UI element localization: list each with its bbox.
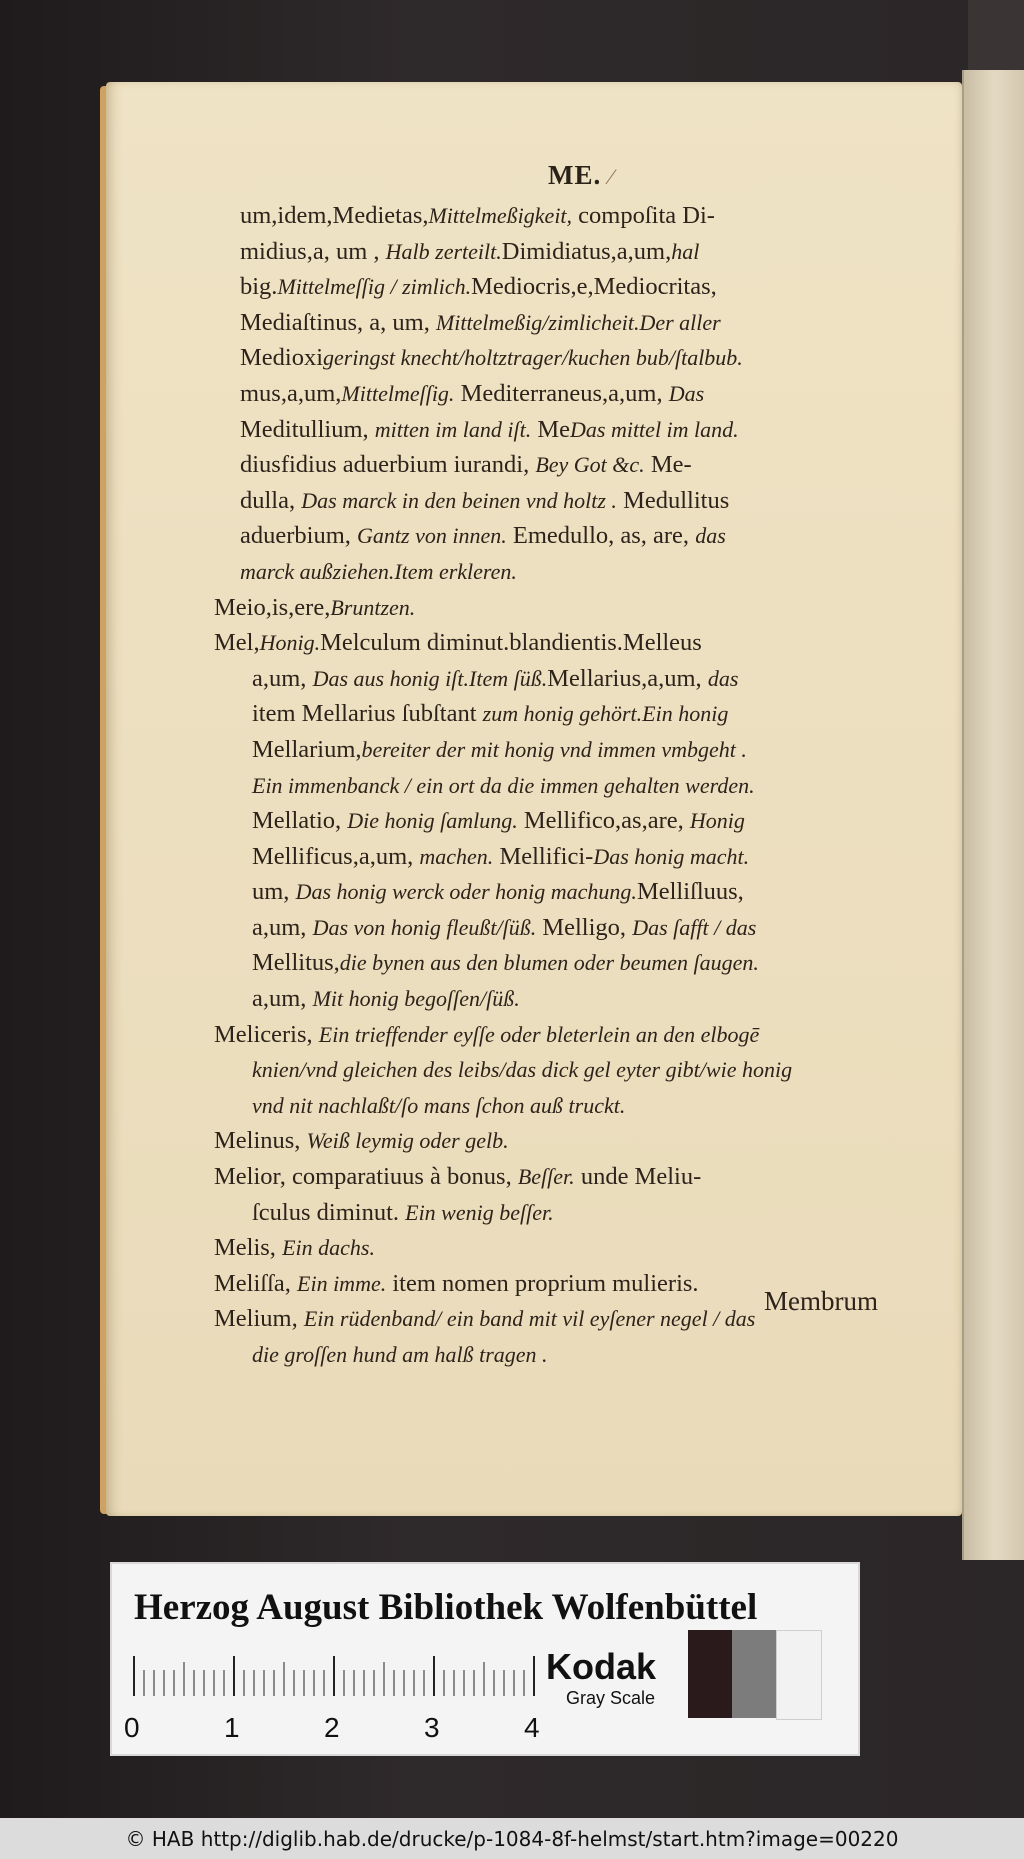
latin-headword: Mellarium, bbox=[252, 735, 362, 763]
german-gloss: Das aus honig iſt.Item ſüß. bbox=[312, 665, 548, 691]
german-gloss: Ein honig bbox=[642, 701, 729, 727]
text-line bbox=[252, 874, 900, 910]
latin-headword: Mellifico,as,are, bbox=[517, 807, 690, 835]
gray-swatch bbox=[732, 1630, 776, 1718]
text-line bbox=[214, 625, 900, 661]
german-gloss: Mit honig begoſſen/ſüß. bbox=[312, 986, 520, 1012]
latin-headword: Melium, bbox=[214, 1305, 304, 1333]
german-gloss: marck außziehen.Item erkleren. bbox=[240, 558, 517, 584]
german-gloss: Mittelmeßig/zimlicheit. bbox=[435, 309, 640, 335]
german-gloss: Beſſer. bbox=[517, 1164, 575, 1190]
german-gloss: Ein dachs. bbox=[282, 1235, 375, 1261]
latin-headword: Melligo, bbox=[536, 913, 633, 941]
latin-headword: ſculus diminut. bbox=[252, 1198, 406, 1226]
text-line bbox=[240, 518, 920, 554]
german-gloss: die bynen aus den blumen oder beumen ſaugen. bbox=[339, 950, 759, 976]
german-gloss: Ein rüdenband/ ein band mit vil eyſener negel / das bbox=[303, 1306, 756, 1332]
text-line bbox=[252, 1052, 900, 1088]
german-gloss: Honig. bbox=[259, 630, 321, 656]
text-line bbox=[240, 340, 920, 376]
latin-headword: Mellificus,a,um, bbox=[252, 842, 420, 870]
latin-headword: big. bbox=[240, 273, 278, 301]
german-gloss: knien/vnd gleichen des leibs/das dick gel eyter gibt/wie honig bbox=[252, 1057, 793, 1083]
text-line bbox=[240, 198, 920, 234]
text-line bbox=[252, 945, 900, 981]
text-line bbox=[214, 1017, 900, 1053]
latin-headword: Me- bbox=[644, 451, 692, 479]
latin-headword: Mellatio, bbox=[252, 807, 348, 835]
german-gloss: geringst knecht/holtztrager/kuchen bub/ſtalbub. bbox=[323, 345, 743, 371]
german-gloss: Das marck in den beinen vnd holtz . bbox=[301, 487, 617, 513]
german-gloss: Mittelmeſſig. bbox=[341, 380, 455, 406]
dictionary-text bbox=[214, 198, 920, 1373]
latin-headword: um, bbox=[252, 878, 296, 906]
latin-headword: dulla, bbox=[240, 486, 302, 514]
german-gloss: bereiter der mit honig vnd immen vmbgeht . bbox=[361, 736, 747, 762]
latin-headword: Melinus, bbox=[214, 1127, 307, 1155]
text-line bbox=[240, 483, 920, 519]
german-gloss: Das honig werck oder honig machung. bbox=[295, 879, 637, 905]
latin-headword: Mellitus, bbox=[252, 949, 340, 977]
gray-swatch bbox=[688, 1630, 732, 1718]
text-line bbox=[252, 661, 900, 697]
latin-headword: Meliſſa, bbox=[214, 1269, 298, 1297]
latin-headword: Melliſluus, bbox=[636, 878, 744, 906]
text-line bbox=[240, 412, 920, 448]
running-head-text: ME. bbox=[548, 160, 602, 190]
latin-headword: Meditullium, bbox=[240, 415, 375, 443]
german-gloss: vnd nit nachlaßt/ſo mans ſchon auß truckt. bbox=[252, 1092, 626, 1118]
latin-headword: Mellifici- bbox=[493, 842, 594, 870]
text-line bbox=[240, 447, 920, 483]
german-gloss: Der aller bbox=[639, 309, 721, 335]
german-gloss: das bbox=[707, 665, 739, 691]
german-gloss: Mittelmeßigkeit, bbox=[428, 203, 573, 228]
german-gloss: Ein wenig beſſer. bbox=[405, 1199, 554, 1225]
latin-headword: item nomen proprium mulieris. bbox=[386, 1269, 699, 1297]
color-target-card bbox=[110, 1562, 860, 1756]
latin-headword: aduerbium, bbox=[240, 522, 358, 550]
text-line bbox=[214, 1123, 900, 1159]
german-gloss: Honig bbox=[689, 808, 745, 834]
ruler bbox=[132, 1656, 552, 1696]
text-line bbox=[252, 768, 900, 804]
latin-headword: Mellarius,a,um, bbox=[547, 664, 708, 692]
running-head-mark: ⁄ bbox=[609, 164, 614, 189]
text-line bbox=[240, 269, 920, 305]
latin-headword: Mediocritas, bbox=[593, 273, 717, 301]
text-line bbox=[252, 732, 900, 768]
german-gloss: Halb zerteilt. bbox=[385, 238, 502, 264]
ruler-labels bbox=[126, 1712, 556, 1742]
gray-scale-label: Gray Scale bbox=[566, 1688, 656, 1708]
latin-headword: a,um, bbox=[252, 913, 313, 941]
running-head bbox=[548, 160, 614, 191]
latin-headword: Medullitus bbox=[616, 486, 730, 514]
latin-headword: midius,a, um , bbox=[240, 237, 386, 265]
ruler-label: 4 bbox=[524, 1712, 540, 1743]
text-line bbox=[252, 1088, 900, 1124]
german-gloss: zum honig gehört. bbox=[482, 701, 643, 727]
german-gloss: hal bbox=[671, 238, 700, 264]
german-gloss: Ein immenbanck / ein ort da die immen gehalten werden. bbox=[252, 772, 755, 798]
german-gloss: Das bbox=[668, 380, 705, 406]
text-line bbox=[252, 803, 900, 839]
ruler-label: 1 bbox=[224, 1712, 240, 1743]
latin-headword: Meliceris, bbox=[214, 1020, 319, 1048]
latin-headword: Dimidiatus,a,um, bbox=[501, 237, 672, 265]
latin-headword: Emedullo, as, are, bbox=[506, 522, 696, 550]
german-gloss: Weiß leymig oder gelb. bbox=[306, 1128, 509, 1154]
gray-swatch bbox=[776, 1630, 822, 1720]
footer-credit: © HAB http://diglib.hab.de/drucke/p-1084-8f-helmst/start.htm?image=00220 bbox=[0, 1818, 1024, 1859]
german-gloss: Das von honig fleußt/ſüß. bbox=[312, 914, 537, 940]
text-line bbox=[214, 590, 900, 626]
text-line bbox=[240, 376, 920, 412]
ruler-label: 2 bbox=[324, 1712, 340, 1743]
german-gloss: Das honig macht. bbox=[593, 843, 750, 869]
german-gloss: Das mittel im land. bbox=[570, 416, 739, 442]
binding-clip bbox=[968, 0, 1024, 70]
latin-headword: um,idem,Medietas, bbox=[240, 202, 429, 229]
german-gloss: die groſſen hund am halß tragen . bbox=[252, 1342, 548, 1367]
text-line bbox=[240, 234, 920, 270]
text-line bbox=[214, 1159, 900, 1195]
library-name: Herzog August Bibliothek Wolfenbüttel bbox=[134, 1587, 758, 1628]
latin-headword: Melculum diminut.blandientis.Melleus bbox=[320, 629, 702, 657]
latin-headword: Medioxi bbox=[240, 344, 324, 372]
latin-headword: compoſita Di- bbox=[572, 202, 715, 229]
latin-headword: Mediaſtinus, a, um, bbox=[240, 308, 436, 336]
text-line bbox=[252, 910, 900, 946]
latin-headword: item Mellarius ſubſtant bbox=[252, 700, 483, 728]
german-gloss: Das ſafft / das bbox=[632, 914, 757, 940]
latin-headword: Meio,is,ere, bbox=[214, 593, 331, 621]
text-line bbox=[240, 554, 920, 590]
text-line bbox=[252, 839, 900, 875]
text-line bbox=[252, 1195, 900, 1231]
latin-headword: diusfidius aduerbium iurandi, bbox=[240, 451, 536, 479]
facing-page-edge bbox=[962, 70, 1024, 1560]
german-gloss: Bruntzen. bbox=[330, 594, 416, 620]
latin-headword: Melior, comparatiuus à bonus, bbox=[214, 1163, 518, 1191]
text-line bbox=[252, 1337, 900, 1373]
latin-headword: mus,a,um, bbox=[240, 379, 342, 407]
text-line bbox=[252, 981, 900, 1017]
german-gloss: Die honig ſamlung. bbox=[347, 808, 518, 834]
german-gloss: Gantz von innen. bbox=[357, 523, 507, 549]
latin-headword: unde Meliu- bbox=[574, 1163, 702, 1191]
german-gloss: machen. bbox=[419, 843, 494, 869]
german-gloss: mitten im land iſt. bbox=[374, 416, 532, 442]
german-gloss: das bbox=[695, 523, 726, 549]
latin-headword: Melis, bbox=[214, 1234, 283, 1262]
german-gloss: Ein trieffender eyſſe oder bleterlein an den elbogē bbox=[318, 1021, 760, 1047]
catchword: Membrum bbox=[764, 1286, 878, 1316]
latin-headword: Mediterraneus,a,um, bbox=[454, 379, 669, 407]
german-gloss: Ein imme. bbox=[297, 1270, 387, 1296]
ruler-label: 0 bbox=[124, 1712, 140, 1743]
text-line bbox=[240, 305, 920, 341]
latin-headword: Me bbox=[531, 415, 570, 443]
latin-headword: Mediocris,e, bbox=[471, 273, 594, 301]
text-line bbox=[214, 1230, 900, 1266]
ruler-label: 3 bbox=[424, 1712, 440, 1743]
latin-headword: a,um, bbox=[252, 985, 313, 1013]
latin-headword: a,um, bbox=[252, 664, 313, 692]
german-gloss: Bey Got &c. bbox=[535, 452, 645, 478]
kodak-logo: Kodak bbox=[546, 1646, 657, 1687]
text-line bbox=[252, 696, 900, 732]
latin-headword: Mel, bbox=[214, 629, 260, 657]
german-gloss: Mittelmeſſig / zimlich. bbox=[277, 274, 472, 300]
